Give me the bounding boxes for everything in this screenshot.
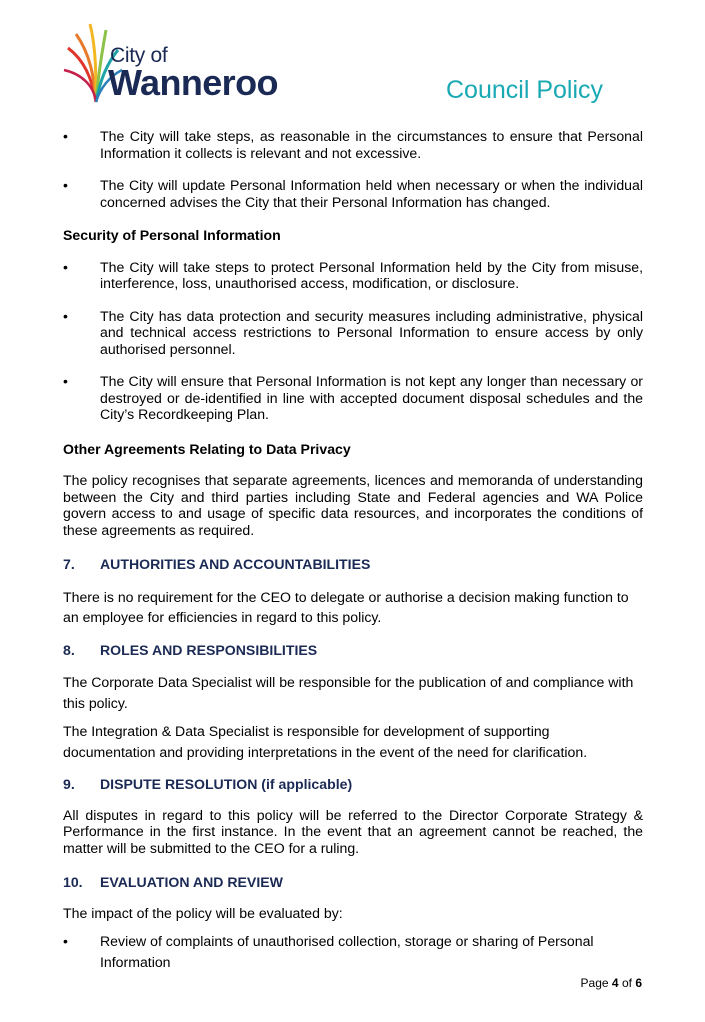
list-item [63, 373, 643, 423]
section-heading-9 [63, 776, 643, 793]
section-number: 8. [63, 641, 75, 658]
page-total: 6 [635, 976, 642, 990]
bullet-icon: • [63, 373, 68, 389]
section-heading-7 [63, 556, 643, 573]
page-of-label: of [621, 976, 632, 990]
section-heading-8 [63, 642, 643, 659]
section-title: EVALUATION AND REVIEW [100, 874, 283, 890]
list-item-text: The City has data protection and security measures including administrative, physical and technical access restrictions to Personal Information to ensure access by only authorised personnel. [100, 307, 643, 357]
section-title: AUTHORITIES AND ACCOUNTABILITIES [100, 556, 371, 572]
other-agreements-heading: Other Agreements Relating to Data Privacy [63, 440, 351, 457]
list-item-text: The City will update Personal Information held when necessary or when the individual concerned advises the City that their Personal Information has changed. [100, 177, 643, 210]
list-item-text: The City will take steps, as reasonable in the circumstances to ensure that Personal Information it collects is relevant and not excessive. [100, 128, 643, 161]
bullet-icon: • [63, 307, 68, 324]
list-item [63, 128, 643, 161]
section-paragraph: The Corporate Data Specialist will be responsible for the publication of and compliance with this policy. [63, 674, 634, 711]
page-label: Page [580, 976, 609, 990]
section-number: 7. [63, 556, 75, 572]
page-footer [581, 976, 642, 990]
document-title: Council Policy [446, 76, 604, 104]
list-item [63, 259, 643, 292]
security-heading: Security of Personal Information [63, 227, 281, 243]
logo-line-1: City of [110, 44, 168, 67]
page-number: 4 [611, 976, 619, 990]
bullet-icon: • [63, 177, 68, 193]
page-content [63, 128, 643, 972]
section-title: DISPUTE RESOLUTION (if applicable) [100, 776, 353, 792]
list-item-text: Review of complaints of unauthorised collection, storage or sharing of Personal Information [100, 933, 594, 970]
list-item-text: The City will ensure that Personal Information is not kept any longer than necessary or destroyed or de-identified in line with accepted document disposal schedules and the City’s Recordkeeping Plan. [100, 373, 643, 422]
bullet-icon: • [63, 128, 68, 144]
logo-line-2: Wanneroo [108, 62, 278, 103]
list-item [63, 931, 643, 972]
section-number: 9. [63, 776, 75, 792]
section-paragraph: The Integration & Data Specialist is responsible for development of supporting documentation and providing interpretations in the event of the need for clarification. [63, 723, 588, 760]
section-title: ROLES AND RESPONSIBILITIES [100, 641, 318, 658]
section-paragraph: All disputes in regard to this policy will be referred to the Director Corporate Strategy & Performance in the first instance. In the event that an agreement cannot be reached, the matter will be submitted to the CEO for a ruling. [63, 806, 643, 856]
section-paragraph: The impact of the policy will be evaluated by: [63, 904, 343, 921]
list-item [63, 308, 643, 358]
section-number: 10. [63, 874, 83, 890]
bullet-icon: • [63, 933, 68, 949]
list-item-text: The City will take steps to protect Personal Information held by the City from misuse, interference, loss, unauthorised access, modification, or disclosure. [100, 258, 643, 291]
bullet-icon: • [63, 258, 68, 275]
section-paragraph: There is no requirement for the CEO to delegate or authorise a decision making function to an employee for efficiencies in regard to this policy. [63, 588, 629, 625]
city-of-wanneroo-logo [62, 18, 294, 104]
section-heading-10 [63, 874, 643, 891]
list-item [63, 177, 643, 210]
other-agreements-text: The policy recognises that separate agreements, licences and memoranda of understanding between the City and third parties including State and Federal agencies and WA Police govern access to and usage of specific data resources, and incorporates the conditions of these agreements as required. [63, 472, 643, 538]
